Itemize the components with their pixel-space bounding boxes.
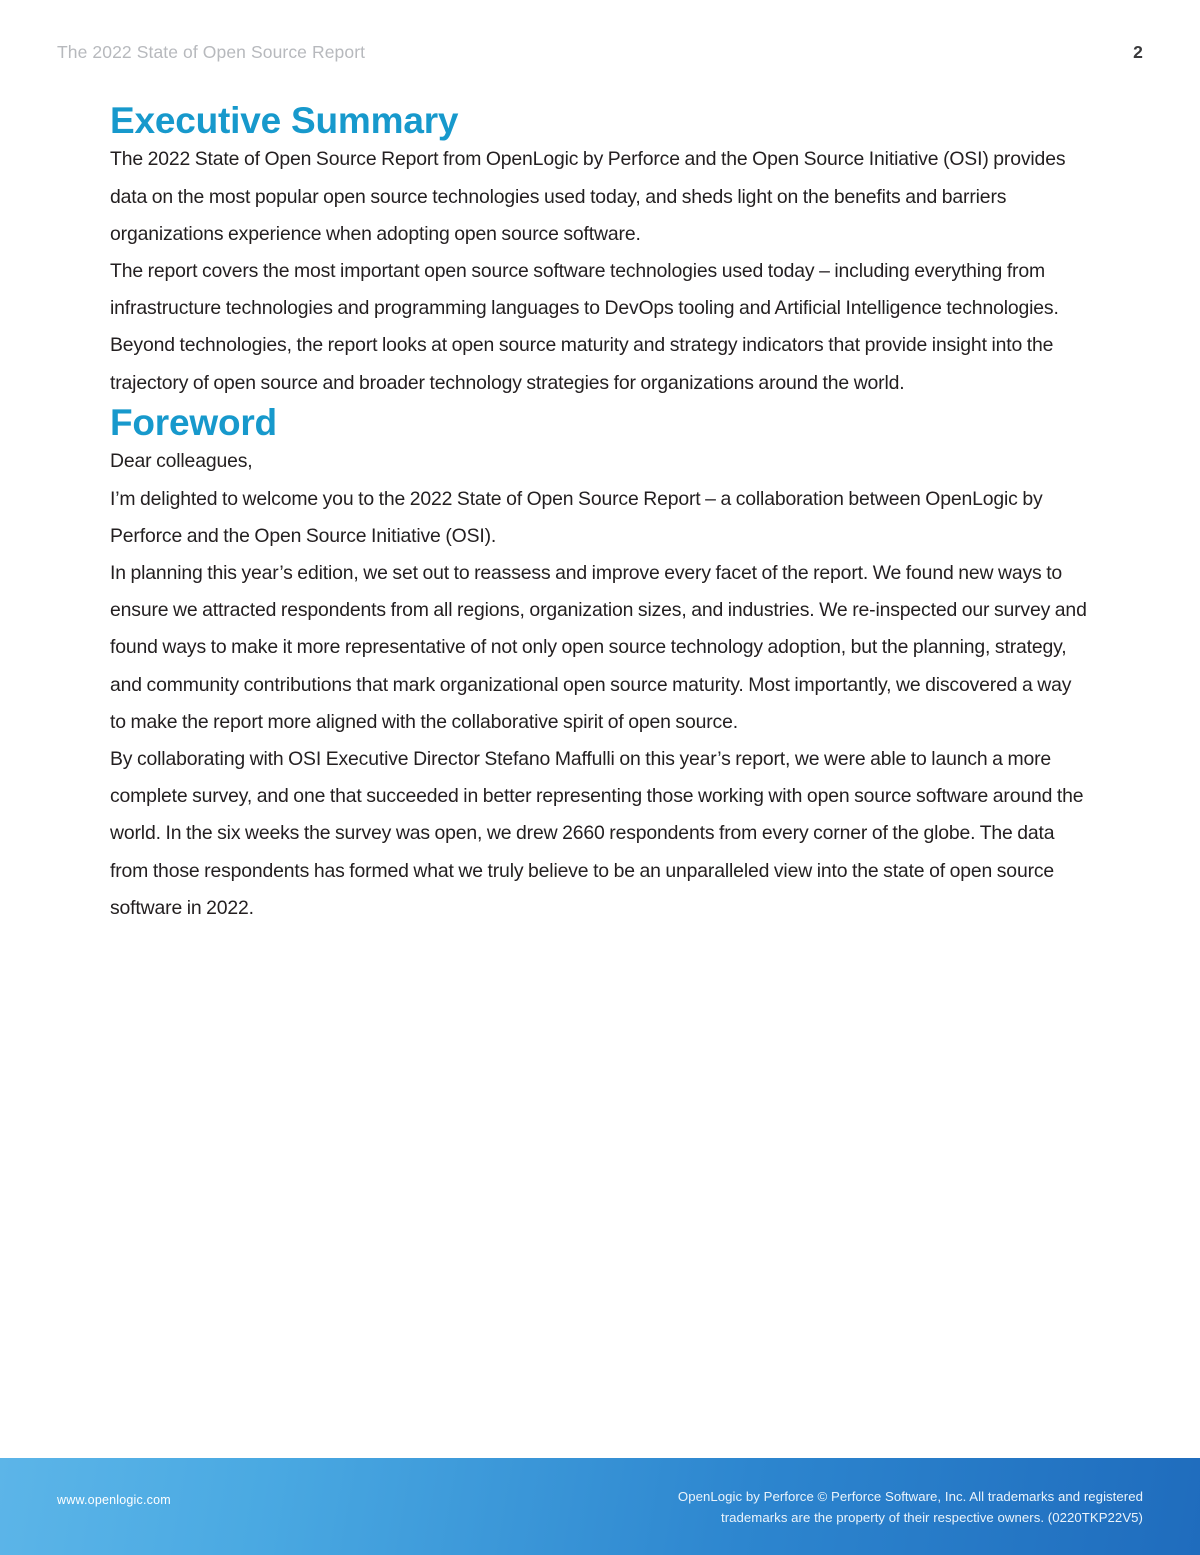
footer-legal-line-2: trademarks are the property of their respective owners. (0220TKP22V5) (721, 1510, 1143, 1525)
foreword-paragraph-1: I’m delighted to welcome you to the 2022 State of Open Source Report – a collaboration between OpenLogic by Perforce and the Open Source Initiative (OSI). (110, 487, 1043, 547)
page-number: 2 (1133, 42, 1143, 62)
foreword-paragraph-2: In planning this year’s edition, we set out to reassess and improve every facet of the report. We found new ways to ensure we attracted respondents from all regions, organization sizes, and industries. We re-inspected our survey and found ways to make it more representative of not only open source technology adoption, but the planning, strategy, and community contributions that mark organizational open source maturity. Most importantly, we discovered a way to make the report more aligned with the collaborative spirit of open source. (110, 561, 1087, 733)
document-title: The 2022 State of Open Source Report (57, 42, 366, 62)
executive-summary-paragraph-1: The 2022 State of Open Source Report from OpenLogic by Perforce and the Open Source Initiative (OSI) provides data on the most popular open source technologies used today, and sheds light on the benefits and barriers organizations experience when adopting open source software. (110, 148, 1066, 245)
foreword-salutation: Dear colleagues, (110, 450, 253, 473)
footer-website-link[interactable]: www.openlogic.com (57, 1493, 171, 1507)
footer-band (0, 1458, 1200, 1555)
executive-summary-heading: Executive Summary (110, 100, 459, 141)
running-header (0, 42, 1200, 68)
foreword-paragraph-3: By collaborating with OSI Executive Director Stefano Maffulli on this year’s report, we were able to launch a more complete survey, and one that succeeded in better representing those working with open source software around the world. In the six weeks the survey was open, we drew 2660 respondents from every corner of the globe. The data from those respondents has formed what we truly believe to be an unparalleled view into the state of open source software in 2022. (110, 747, 1084, 919)
foreword-heading: Foreword (110, 401, 277, 443)
page-content (110, 100, 1090, 927)
executive-summary-paragraph-3: Beyond technologies, the report looks at open source maturity and strategy indicators that provide insight into the trajectory of open source and broader technology strategies for organizations around the world. (110, 334, 1054, 394)
footer-legal-text (583, 1486, 1143, 1528)
executive-summary-paragraph-2: The report covers the most important open source software technologies used today – including everything from infrastructure technologies and programming languages to DevOps tooling and Artificial Intelligence technologies. (110, 260, 1059, 320)
footer-legal-line-1: OpenLogic by Perforce © Perforce Software, Inc. All trademarks and registered (677, 1489, 1143, 1504)
